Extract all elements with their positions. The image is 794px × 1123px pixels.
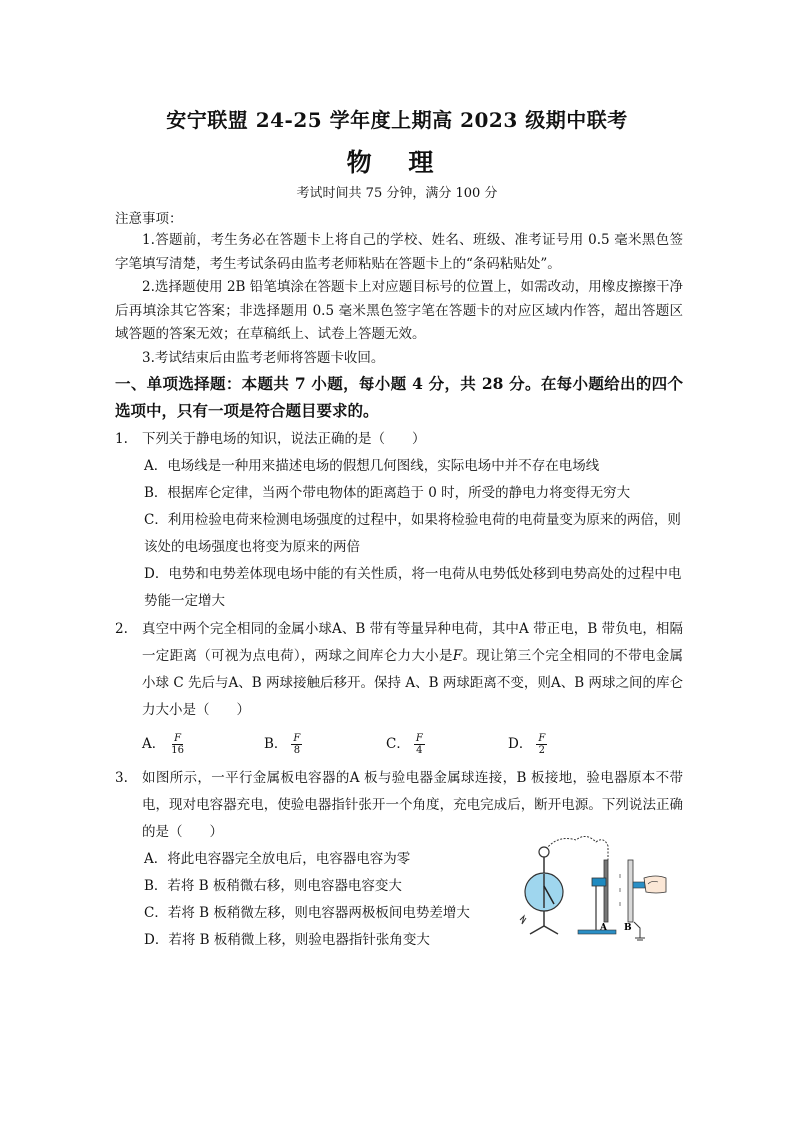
- option-b: B．若将 B 板稍微右移，则电容器电容变大: [144, 878, 402, 894]
- plate-a-label: A: [600, 923, 607, 933]
- fraction: $\frac{F}{16}$: [171, 732, 184, 756]
- fraction: $\frac{F}{8}$: [293, 732, 301, 756]
- note-item: 2.选择题使用 2B 铅笔填涂在答题卡上对应题目标号的位置上，如需改动，用橡皮擦擦干净后再填涂其它答案；非选择题用 0.5 毫米黑色签字笔在答题卡的对应区域内作答，超出答题区域答题的答案无效；在草稿纸上、试卷上答题无效。: [115, 279, 683, 342]
- note-item: 1.答题前，考生务必在答题卡上将自己的学校、姓名、班级、准考证号用 0.5 毫米黑色签字笔填写清楚，考生考试条码由监考老师粘贴在答题卡上的“条码粘贴处”。: [115, 232, 683, 272]
- note-item: 3.考试结束后由监考老师将答题卡收回。: [142, 349, 385, 366]
- question-stem: 真空中两个完全相同的金属小球A、B 带有等量异种电荷，其中A 带正电，B 带负电，相隔一定距离（可视为点电荷），两球之间库仑力大小是F。现让第三个完全相同的不带电金属小球 C 先后与A、B 两球接触后移开。保持 A、B 两球距离不变，则A、B 两球之间的库仑力大小是（ ）: [142, 621, 684, 718]
- option-a: A．电场线是一种用来描述电场的假想几何图线，实际电场中并不存在电场线: [144, 458, 600, 474]
- option-a: A．将此电容器完全放电后，电容器电容为零: [144, 851, 411, 867]
- exam-time-info: 考试时间共 75 分钟，满分 100 分: [296, 186, 498, 201]
- option-d: D．电势和电势差体现电场中能的有关性质，将一电荷从电势低处移到电势高处的过程中电势能一定增大: [144, 566, 682, 609]
- question-number: 1.: [115, 431, 128, 447]
- question-number: 3.: [115, 770, 128, 786]
- option-b: B．根据库仑定律，当两个带电物体的距离趋于 0 时，所受的静电力将变得无穷大: [144, 485, 631, 501]
- question-stem: 下列关于静电场的知识，说法正确的是（ ）: [142, 431, 426, 447]
- subject-title: 物 理: [346, 148, 448, 177]
- exam-title: 安宁联盟 24-25 学年度上期高 2023 级期中联考: [166, 108, 628, 132]
- question-number: 2.: [115, 621, 128, 637]
- fraction: $\frac{F}{2}$: [538, 732, 546, 756]
- notes-heading: 注意事项：: [115, 211, 183, 227]
- section-heading: 一、单项选择题：本题共 7 小题，每小题 4 分，共 28 分。在每小题给出的四个选项中，只有一项是符合题目要求的。: [115, 374, 683, 420]
- capacitor-electroscope-figure: [516, 834, 670, 942]
- option-c: C．利用检验电荷来检测电场强度的过程中，如果将检验电荷的电荷量变为原来的两倍，则该处的电场强度也将变为原来的两倍: [144, 512, 681, 555]
- fraction-options: [142, 726, 683, 762]
- question-stem: 如图所示，一平行金属板电容器的A 板与验电器金属球连接，B 板接地，验电器原本不带电，现对电容器充电，使验电器指针张开一个角度，充电完成后，断开电源。下列说法正确的是（ ）: [142, 770, 683, 840]
- force-variable: F: [452, 648, 463, 664]
- question-2: [115, 616, 683, 762]
- option-c: C． $\frac{F}{4}$: [386, 732, 423, 756]
- option-a: A． $\frac{F}{16}$: [142, 732, 184, 756]
- plate-b-label: B: [624, 923, 632, 933]
- option-d: D． $\frac{F}{2}$: [508, 732, 546, 756]
- option-b: B． $\frac{F}{8}$: [264, 732, 301, 756]
- fraction: $\frac{F}{4}$: [415, 732, 423, 756]
- notes-list: [115, 229, 683, 370]
- question-1: [115, 426, 683, 615]
- option-c: C．若将 B 板稍微左移，则电容器两极板间电势差增大: [144, 905, 470, 921]
- option-d: D．若将 B 板稍微上移，则验电器指针张角变大: [144, 932, 430, 948]
